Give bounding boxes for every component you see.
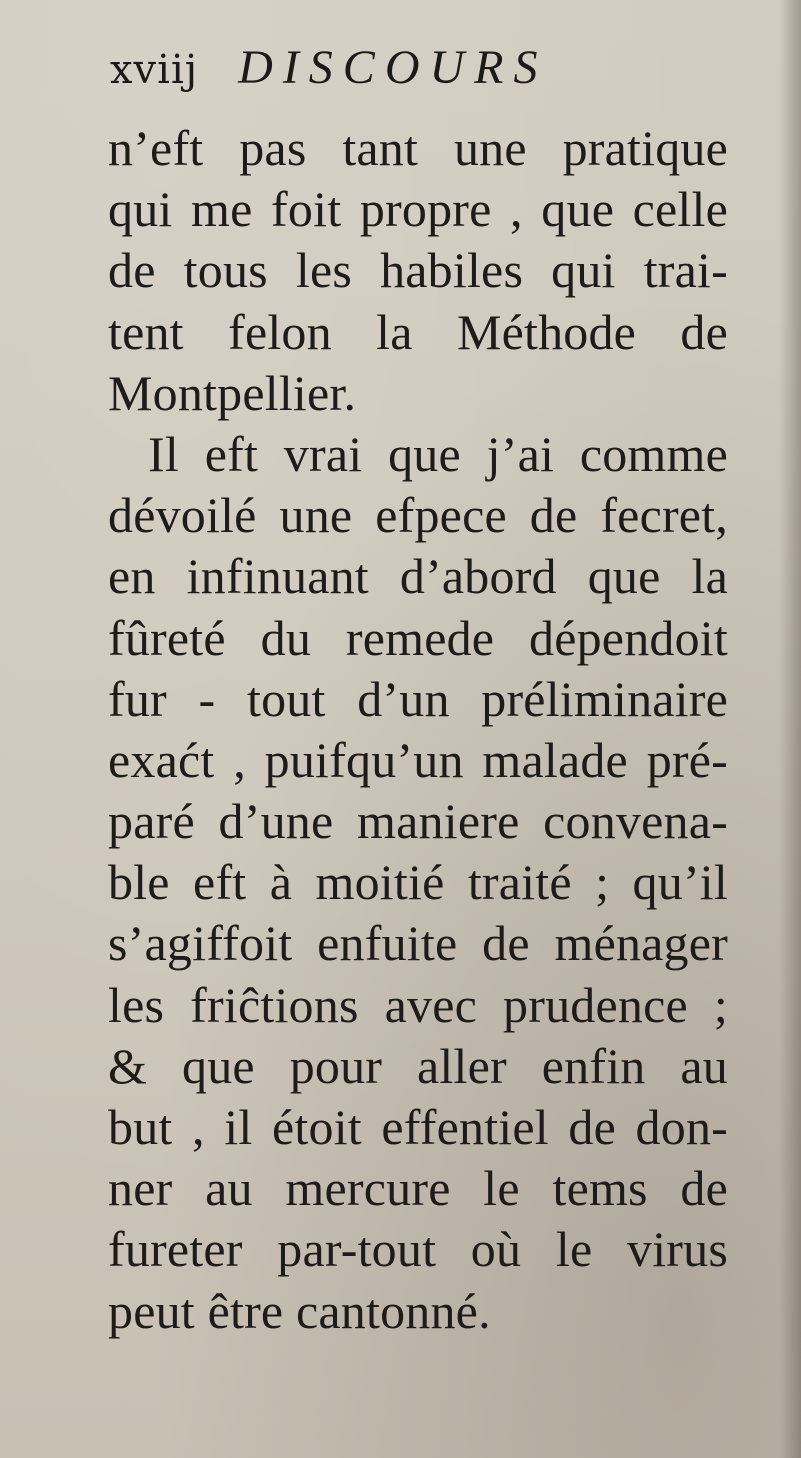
text-line: peut être cantonné.: [108, 1282, 491, 1339]
text-line: dévoilé une efpece de fecret,: [108, 487, 728, 544]
page-number: xviij: [110, 47, 199, 93]
page-edge-shadow: [779, 0, 801, 1458]
text-line: qui me foit propre , que celle: [108, 181, 728, 238]
text-line: but , il étoit effentiel de don-: [108, 1099, 728, 1155]
text-line: s’agiffoit enfuite de ménager: [108, 915, 728, 972]
text-line: exaćt , puifqu’un malade pré-: [108, 731, 728, 788]
running-head: [110, 40, 547, 102]
text-line: en infinuant d’abord que la: [108, 548, 728, 605]
text-line: de tous les habiles qui trai-: [108, 242, 728, 299]
text-line: les friĉtions avec prudence ;: [108, 976, 728, 1033]
body-text: [108, 118, 728, 1342]
running-title: DISCOURS: [238, 41, 548, 94]
text-line: tent felon la Méthode de: [108, 303, 728, 360]
text-line: fûreté du remede dépendoit: [108, 609, 728, 666]
text-line: & que pour aller enfin au: [108, 1037, 728, 1094]
text-line: ble eft à moitié traité ; qu’il: [108, 854, 728, 911]
text-line: fur - tout d’un préliminaire: [108, 670, 728, 727]
text-line: fureter par-tout où le virus: [108, 1221, 728, 1278]
text-line: Montpellier.: [108, 364, 357, 421]
text-line: Il eft vrai que j’ai comme: [148, 425, 728, 482]
text-line: ner au mercure le tems de: [108, 1160, 728, 1217]
text-line: n’eft pas tant une pratique: [108, 120, 728, 176]
text-line: paré d’une maniere convena-: [108, 793, 728, 850]
